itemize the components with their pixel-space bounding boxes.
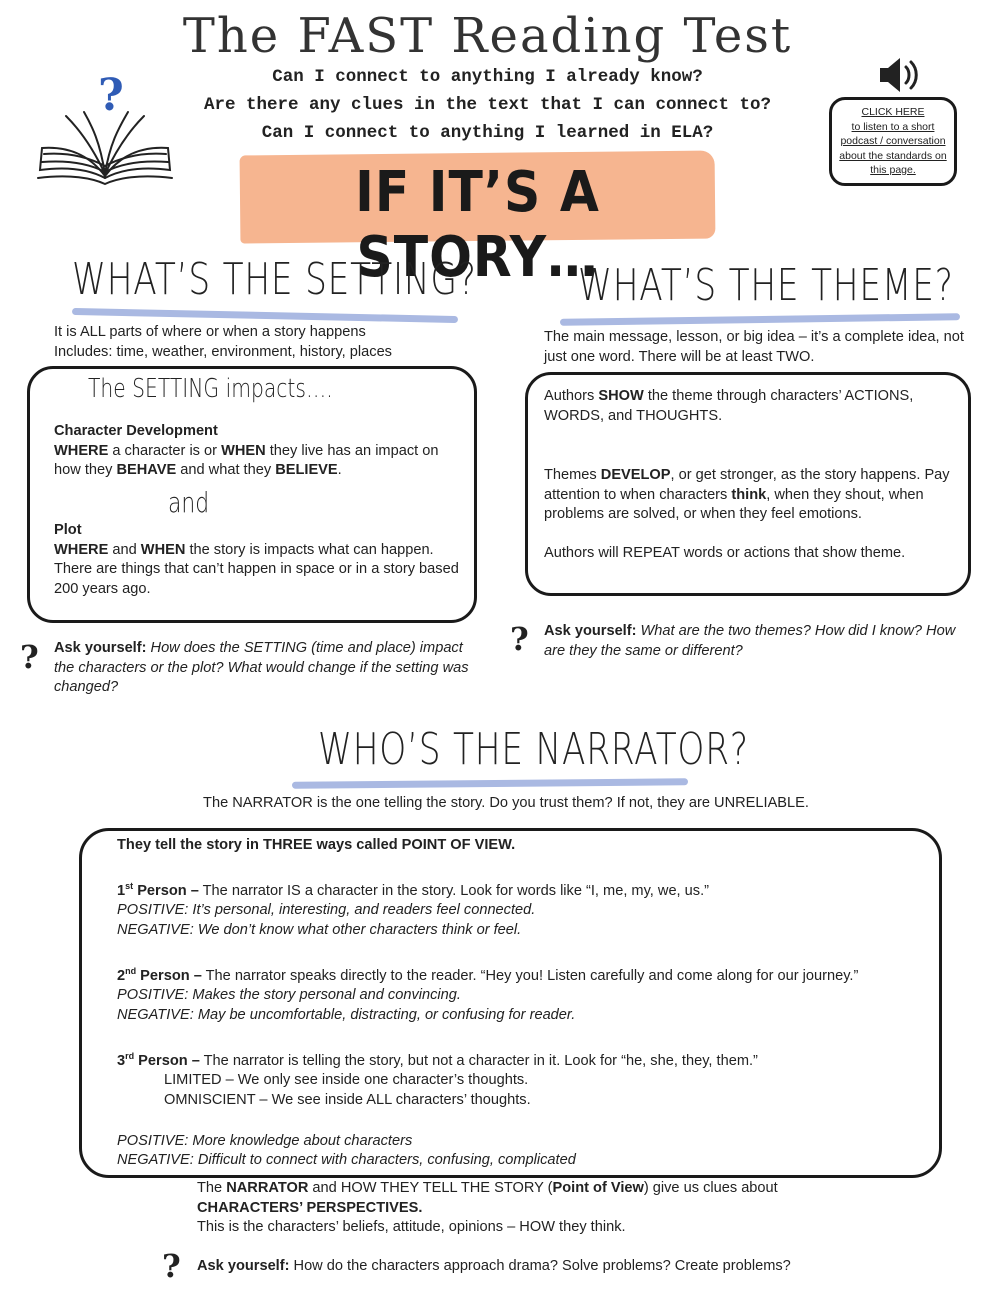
point-of-view-content	[117, 836, 927, 1171]
theme-show-text: Authors SHOW the theme through characters’ ACTIONS, WORDS, and THOUGHTS.	[544, 388, 914, 424]
and-connector: and	[168, 486, 210, 519]
second-person-positive: POSITIVE: Makes the story personal and convincing.	[117, 987, 461, 1004]
second-person-line: 2nd Person – The narrator speaks directly to the reader. “Hey you! Listen carefully and come along for our journey.”	[117, 965, 859, 984]
theme-repeat-text: Authors will REPEAT words or actions that show theme.	[544, 545, 906, 561]
narrator-ask-yourself: Ask yourself: How do the characters approach drama? Solve problems? Create problems?	[197, 1258, 791, 1274]
first-person-negative: NEGATIVE: We don’t know what other characters think or feel.	[117, 921, 522, 938]
question-mark-icon: ?	[510, 620, 529, 658]
theme-underline	[560, 313, 960, 326]
character-development-section	[54, 422, 468, 481]
plot-text: WHERE and WHEN the story is impacts what can happen. There are things that can’t happen in space or in a story based 200 years ago.	[54, 541, 459, 598]
third-person-positive: POSITIVE: More knowledge about characters	[117, 1132, 413, 1149]
character-development-heading: Character Development	[54, 423, 218, 439]
second-person-negative: NEGATIVE: May be uncomfortable, distracting, or confusing for reader.	[117, 1006, 576, 1023]
third-person-omniscient: OMNISCIENT – We see inside ALL characters’ thoughts.	[164, 1091, 531, 1108]
setting-heading: WHAT’S THE SETTING?	[72, 254, 477, 305]
question-mark-icon: ?	[162, 1247, 181, 1285]
third-person-negative: NEGATIVE: Difficult to connect with characters, confusing, complicated	[117, 1152, 576, 1169]
narrator-heading: WHO’S THE NARRATOR?	[318, 724, 749, 775]
question-mark-icon: ?	[98, 70, 124, 121]
perspectives-clue-text: The NARRATOR and HOW THEY TELL THE STORY (Point of View) give us clues about	[197, 1180, 778, 1196]
perspectives-heading: CHARACTERS’ PERSPECTIVES.	[197, 1199, 423, 1216]
theme-ask-yourself: Ask yourself: What are the two themes? How did I know? How are they the same or different?	[544, 623, 956, 659]
header-question-1: Can I connect to anything I already know?	[272, 67, 703, 87]
theme-develop-text: Themes DEVELOP, or get stronger, as the story happens. Pay attention to when characters think, when they shout, when problems are solved, or when they feel emotions.	[544, 467, 950, 523]
banner-title: IF IT’S A STORY…	[355, 160, 600, 290]
third-person-line: 3rd Person – The narrator is telling the story, but not a character in it. Look for “he, she, they, them.”	[117, 1050, 758, 1069]
perspectives-definition: This is the characters’ beliefs, attitude, opinions – HOW they think.	[197, 1219, 626, 1236]
third-person-limited: LIMITED – We only see inside one character’s thoughts.	[164, 1072, 529, 1089]
theme-intro: The main message, lesson, or big idea – it’s a complete idea, not just one word. There will be at least TWO.	[544, 329, 964, 365]
first-person-positive: POSITIVE: It’s personal, interesting, and readers feel connected.	[117, 902, 536, 919]
plot-section	[54, 521, 468, 600]
podcast-link[interactable]: CLICK HERE to listen to a short podcast / conversation about the standards on this page.	[839, 106, 947, 176]
header-question-2: Are there any clues in the text that I can connect to?	[203, 95, 772, 115]
narrator-underline	[292, 778, 688, 788]
setting-impacts-title: The SETTING impacts….	[88, 374, 333, 404]
setting-underline	[72, 308, 458, 323]
character-development-text: WHERE a character is or WHEN they live has an impact on how they BEHAVE and what they BELIEVE.	[54, 442, 439, 479]
pov-title: They tell the story in THREE ways called POINT OF VIEW.	[117, 837, 516, 853]
open-book-icon	[30, 66, 180, 188]
plot-heading: Plot	[54, 522, 82, 538]
setting-intro: It is ALL parts of where or when a story happens Includes: time, weather, environment, history, places	[54, 324, 392, 360]
question-mark-icon: ?	[20, 638, 39, 676]
speaker-icon[interactable]	[876, 56, 922, 94]
header-question-3: Can I connect to anything I learned in ELA?	[261, 123, 714, 143]
perspectives-section	[197, 1179, 897, 1238]
first-person-line: 1st Person – The narrator IS a character in the story. Look for words like “I, me, my, we, us.”	[117, 880, 709, 899]
setting-ask-yourself: Ask yourself: How does the SETTING (time and place) impact the characters or the plot? What would change if the setting was changed?	[54, 640, 469, 696]
theme-heading: WHAT’S THE THEME?	[578, 260, 954, 311]
page-title: The FAST Reading Test	[182, 8, 793, 64]
narrator-intro: The NARRATOR is the one telling the story. Do you trust them? If not, they are UNRELIABLE.	[203, 795, 809, 811]
